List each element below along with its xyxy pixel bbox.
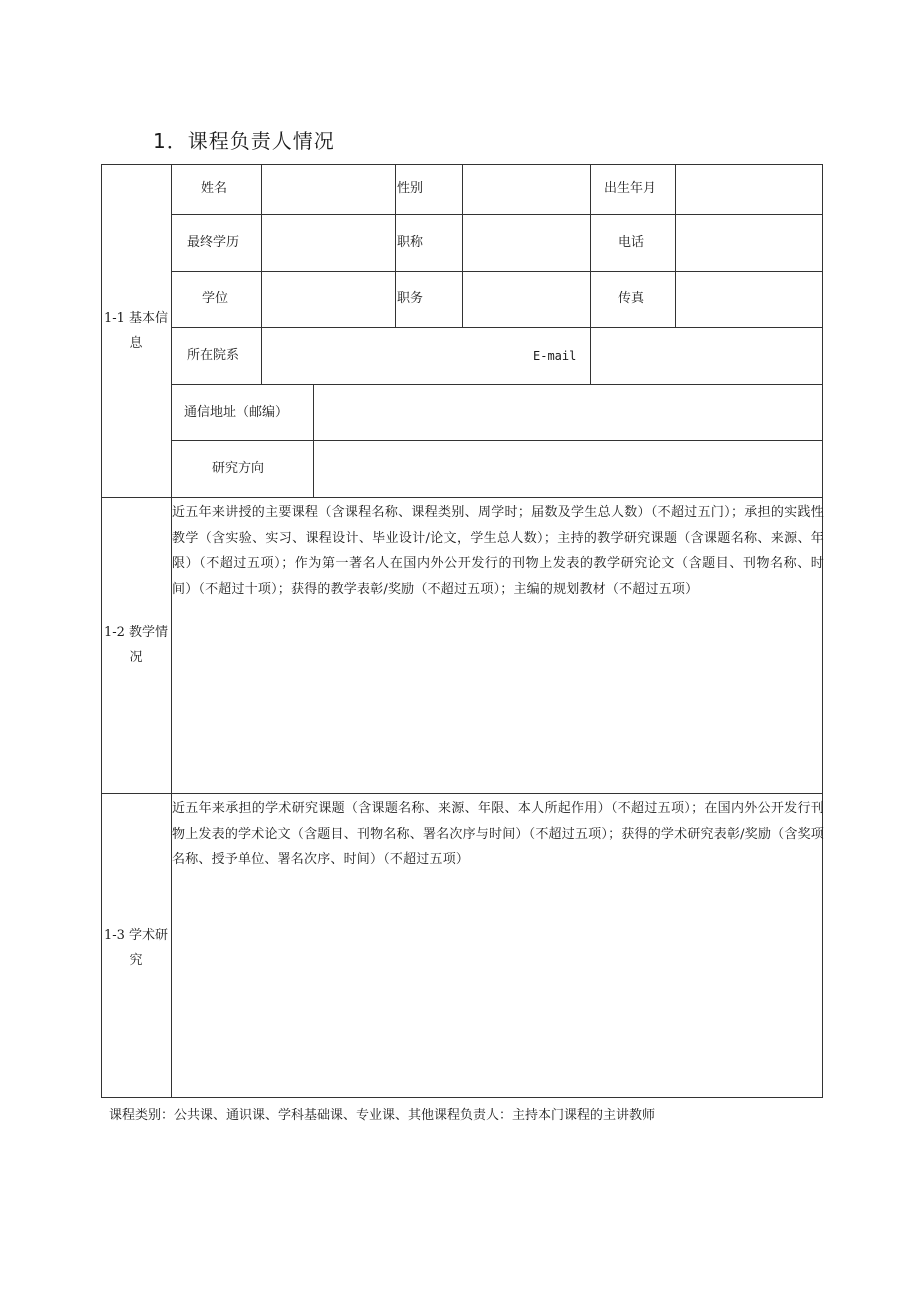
row-line bbox=[171, 440, 823, 441]
page-title: 1．课程负责人情况 bbox=[153, 129, 335, 153]
education-label: 最终学历 bbox=[187, 235, 240, 250]
footer-note: 课程类别：公共课、通识课、学科基础课、专业课、其他课程负责人：主持本门课程的主讲教师 bbox=[109, 1108, 656, 1123]
address-label: 通信地址（邮编） bbox=[184, 405, 289, 420]
birth-label: 出生年月 bbox=[604, 181, 657, 196]
row-line bbox=[171, 384, 823, 385]
section-teaching-label: 1-2 教学情况 bbox=[103, 625, 169, 665]
col-line bbox=[313, 384, 314, 497]
section-basic-info-label: 1-1 基本信息 bbox=[103, 311, 169, 351]
degree-label: 学位 bbox=[202, 291, 229, 306]
col-line bbox=[462, 164, 463, 327]
col-line bbox=[395, 164, 396, 327]
col-line bbox=[675, 164, 676, 327]
col-line bbox=[590, 164, 591, 384]
col-line bbox=[261, 164, 262, 384]
gender-label: 性别 bbox=[397, 181, 424, 196]
name-label: 姓名 bbox=[201, 181, 228, 196]
section-line bbox=[101, 793, 823, 794]
fax-label: 传真 bbox=[618, 291, 645, 306]
research-description: 近五年来承担的学术研究课题（含课题名称、来源、年限、本人所起作用）（不超过五项）；在国内外公开发行刊物上发表的学术论文（含题目、刊物名称、署名次序与时间）（不超过五项）；获得的学术研究表彰/奖励（含奖项名称、授予单位、署名次序、时间）（不超过五项） bbox=[172, 801, 824, 867]
phone-label: 电话 bbox=[618, 235, 645, 250]
section-line bbox=[101, 497, 823, 498]
research-direction-label: 研究方向 bbox=[212, 461, 265, 476]
teaching-description: 近五年来讲授的主要课程（含课程名称、课程类别、周学时；届数及学生总人数）（不超过五门）；承担的实践性教学（含实验、实习、课程设计、毕业设计/论文，学生总人数）；主持的教学研究课题（含课题名称、来源、年限）（不超过五项）；作为第一著名人在国内外公开发行的刊物上发表的教学研究论文（含题目、刊物名称、时间）（不超过十项）；获得的教学表彰/奖励（不超过五项）；主编的规划教材（不超过五项） bbox=[172, 505, 824, 597]
row-line bbox=[171, 214, 823, 215]
position-label: 职务 bbox=[397, 291, 424, 306]
section-research-label: 1-3 学术研究 bbox=[103, 928, 169, 968]
section-divider bbox=[171, 164, 172, 1098]
row-line bbox=[171, 271, 823, 272]
job-title-label: 职称 bbox=[397, 235, 424, 250]
department-label: 所在院系 bbox=[187, 348, 240, 363]
email-label: E-mail bbox=[533, 349, 577, 363]
row-line bbox=[171, 327, 823, 328]
